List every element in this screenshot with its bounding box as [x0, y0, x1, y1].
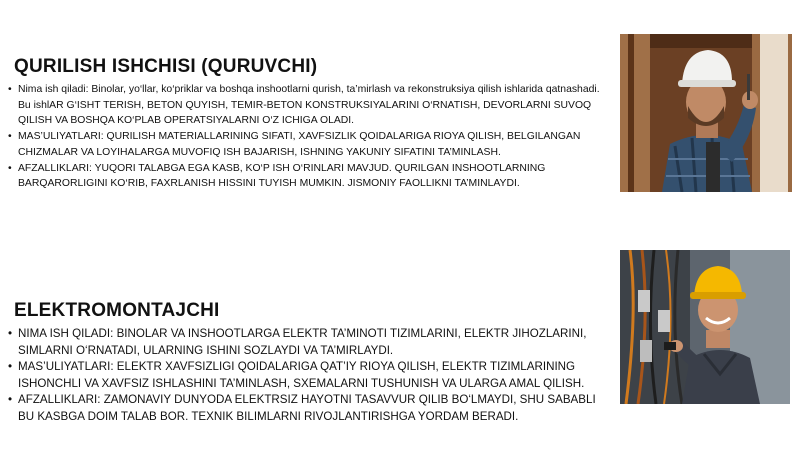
electrician-photo: [620, 250, 790, 404]
builder-title: QURILISH ISHCHISI (QURUVCHI): [14, 56, 318, 77]
builder-bullet-advantages: • AFZALLIKLARI: YUQORI TALABGA EGA KASB, KO‘P ISH O‘RINLARI MAVJUD. QURILGAN INSHOOTLARNING BARQARORLIGINI KO‘RIB, FAXRLANISH HISSINI TUYISH MUMKIN. JISMONIY FAOLLIKNI TA’MINLAYDI.: [8, 161, 613, 192]
electrician-bullet-responsibilities: • MAS’ULIYATLARI: ELEKTR XAVFSIZLIGI QOIDALARIGA QAT’IY RIOYA QILISH, ELEKTR TIZIMLARINING ISHONCHLI VA XAVFSIZ ISHLASHINI TA’MINLASH, SXEMALARNI TUSHUNISH VA ULARGA AMAL QILISH.: [8, 359, 608, 392]
builder-bullet-responsibilities: • MAS’ULIYATLARI: QURILISH MATERIALLARINING SIFATI, XAVFSIZLIK QOIDALARIGA RIOYA QILISH, BELGILANGAN CHIZMALAR VA LOYIHALARGA MUVOFIQ ISH BAJARISH, ISHNING YAKUNIY SIFATINI TA’MINLASH.: [8, 129, 613, 160]
electrician-bullet-advantages: • AFZALLIKLARI: ZAMONAVIY DUNYODA ELEKTRSIZ HAYOTNI TASAVVUR QILIB BO‘LMAYDI, SHU SABABLI BU KASBGA DOIM TALAB BOR. TEXNIK BILIMLARNI RIVOJLANTIRISHGA YORDAM BERADI.: [8, 392, 608, 425]
electrician-section: [8, 300, 608, 425]
electrician-bullets: [8, 326, 608, 425]
builder-photo: [620, 34, 792, 192]
builder-section: [8, 56, 613, 192]
electrician-title: ELEKTROMONTAJCHI: [14, 300, 220, 321]
electrician-bullet-duties: • NIMA ISH QILADI: BINOLAR VA INSHOOTLARGA ELEKTR TA’MINOTI TIZIMLARINI, ELEKTR JIHOZLARINI, SIMLARNI O‘RNATADI, ULARNING ISHINI SOZLAYDI VA TA’MIRLAYDI.: [8, 326, 608, 359]
builder-bullets: [8, 82, 613, 192]
builder-bullet-duties: • Nima ish qiladi: Binolar, yo‘llar, ko‘priklar va boshqa inshootlarni qurish, ta’mirlash va rekonstruksiya qilish ishlarida qatnashadi. Bu ishlAR G‘ISHT TERISH, BETON QUYISH, TEMIR-BETON KONSTRUKSIYALARINI O‘RNATISH, DEVORLARNI SUVOQ QILISH VA BOSHQA KO‘PLAB OPERATSIYALARNI O‘Z ICHIGA OLADI.: [8, 82, 613, 129]
